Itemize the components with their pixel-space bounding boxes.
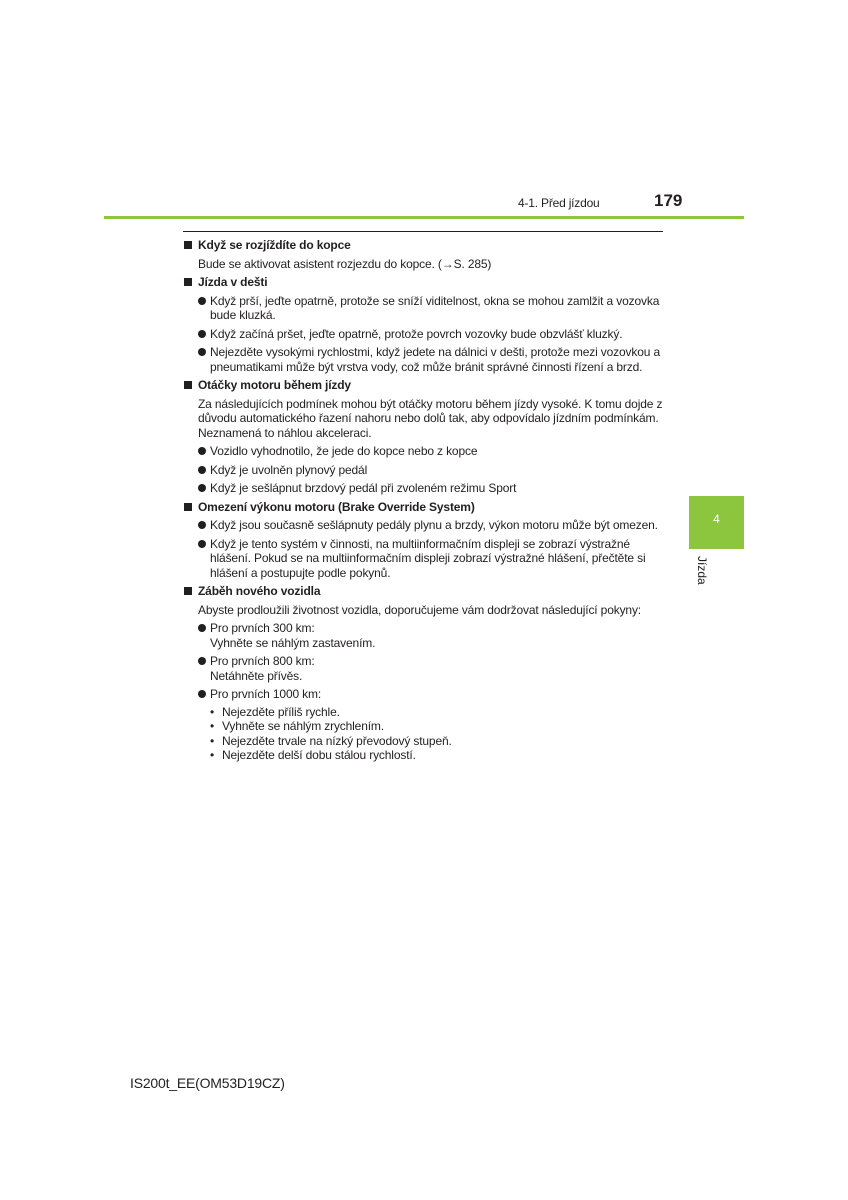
sub-list-item xyxy=(184,705,664,720)
sub-list-item-text: Nejezděte trvale na nízký převodový stupeň. xyxy=(222,733,452,748)
page-number: 179 xyxy=(654,191,683,210)
list-item-text: Když je tento systém v činnosti, na multiinformačním displeji se zobrazí výstražné hlášení. Pokud se na multiinformačním displeji zobrazí výstražné hlášení, přečtěte si hlášení a postupujte podle pokynů. xyxy=(210,536,646,580)
content-top-rule xyxy=(183,231,663,232)
chapter-tab xyxy=(689,496,744,549)
section-heading-text: Záběh nového vozidla xyxy=(198,584,321,598)
list-item-text: Když začíná pršet, jeďte opatrně, protože povrch vozovky bude obzvlášť kluzký. xyxy=(210,326,623,341)
header-section-title: 4-1. Před jízdou xyxy=(518,196,600,210)
sub-list-item-text: Nejezděte delší dobu stálou rychlostí. xyxy=(222,748,416,762)
round-bullet-icon xyxy=(198,348,206,356)
sub-list-item xyxy=(184,734,664,749)
list-item-text: Když jsou současně sešlápnuty pedály plynu a brzdy, výkon motoru může být omezen. xyxy=(210,518,658,532)
sub-list xyxy=(184,705,664,763)
list-item-text: Pro prvních 1000 km: xyxy=(210,687,322,701)
list-item xyxy=(184,345,664,374)
list-item xyxy=(184,444,664,459)
list-item-detail: Netáhněte přívěs. xyxy=(210,668,303,683)
list-item xyxy=(184,481,664,496)
list-item xyxy=(184,537,664,581)
list-item-text: Když je uvolněn plynový pedál xyxy=(210,462,368,477)
section-heading-text: Omezení výkonu motoru (Brake Override System) xyxy=(198,499,475,514)
sub-list-item xyxy=(184,748,664,763)
list-item xyxy=(184,327,664,342)
chapter-label: Jízda xyxy=(695,556,709,585)
sub-list-item-text: Vyhněte se náhlým zrychlením. xyxy=(222,719,384,733)
list-item-text: Vozidlo vyhodnotilo, že jede do kopce nebo z kopce xyxy=(210,444,478,458)
section-heading xyxy=(184,275,664,290)
square-bullet-icon xyxy=(184,241,192,249)
small-bullet-icon: • xyxy=(210,748,215,762)
list-item xyxy=(184,463,664,478)
list-item xyxy=(184,294,664,323)
header-rule xyxy=(104,216,744,219)
list-item-text: Když je sešlápnut brzdový pedál při zvoleném režimu Sport xyxy=(210,481,517,495)
round-bullet-icon xyxy=(198,484,206,492)
small-bullet-icon: • xyxy=(210,719,215,733)
list-item-text: Pro prvních 800 km: xyxy=(210,654,315,668)
section-heading xyxy=(184,238,664,253)
section-heading xyxy=(184,584,664,599)
list-item-detail: Vyhněte se náhlým zastavením. xyxy=(210,635,376,650)
round-bullet-icon xyxy=(198,624,206,632)
document-code: IS200t_EE(OM53D19CZ) xyxy=(130,1075,285,1091)
round-bullet-icon xyxy=(198,330,206,338)
list-item xyxy=(184,621,664,650)
section-heading xyxy=(184,500,664,515)
list-item xyxy=(184,518,664,533)
round-bullet-icon xyxy=(198,540,206,548)
square-bullet-icon xyxy=(184,587,192,595)
round-bullet-icon xyxy=(198,447,206,455)
section-paragraph: Za následujících podmínek mohou být otáčky motoru během jízdy vysoké. K tomu dojde z důvodu automatického řazení nahoru nebo dolů tak, aby odpovídalo jízdním podmínkám. Neznamená to náhlou akceleraci. xyxy=(198,396,663,440)
round-bullet-icon xyxy=(198,690,206,698)
sub-list-item-text: Nejezděte příliš rychle. xyxy=(222,704,340,719)
list-item-text: Nejezděte vysokými rychlostmi, když jedete na dálnici v dešti, protože mezi vozovkou a pneumatikami může být vrstva vody, což může bránit správné činnosti řízení a brzd. xyxy=(210,345,660,374)
small-bullet-icon: • xyxy=(210,704,215,719)
list-item xyxy=(184,654,664,683)
list-item-text: Pro prvních 300 km: xyxy=(210,621,315,635)
small-bullet-icon: • xyxy=(210,733,215,748)
section-paragraph: Abyste prodloužili životnost vozidla, doporučujeme vám dodržovat následující pokyny: xyxy=(198,602,641,617)
section-heading-text: Otáčky motoru během jízdy xyxy=(198,378,351,392)
round-bullet-icon xyxy=(198,657,206,665)
page-content xyxy=(184,238,664,763)
round-bullet-icon xyxy=(198,297,206,305)
square-bullet-icon xyxy=(184,278,192,286)
section-paragraph: Bude se aktivovat asistent rozjezdu do kopce. (→S. 285) xyxy=(198,256,492,271)
round-bullet-icon xyxy=(198,521,206,529)
square-bullet-icon xyxy=(184,503,192,511)
section-heading xyxy=(184,378,664,393)
sub-list-item xyxy=(184,719,664,734)
section-heading-text: Když se rozjíždíte do kopce xyxy=(198,238,351,252)
list-item-text: Když prší, jeďte opatrně, protože se sníží viditelnost, okna se mohou zamlžit a vozovka bude kluzká. xyxy=(210,293,660,322)
chapter-number: 4 xyxy=(713,512,720,526)
section-heading-text: Jízda v dešti xyxy=(198,275,268,289)
round-bullet-icon xyxy=(198,466,206,474)
list-item xyxy=(184,687,664,702)
square-bullet-icon xyxy=(184,381,192,389)
